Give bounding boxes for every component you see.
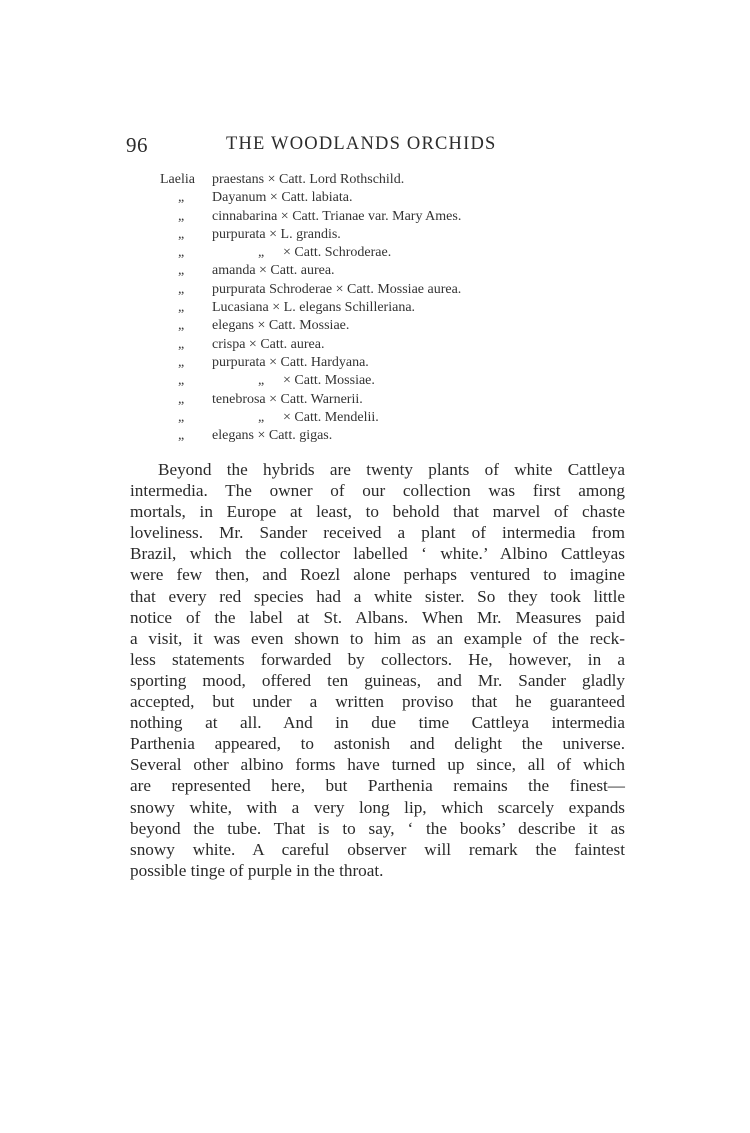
text-line: beyond the tube. That is to say, ‘ the books’ describe it as [130,818,625,838]
hybrid-genus: Laelia [160,172,195,187]
page-number: 96 [126,133,148,157]
hybrid-row [160,409,580,427]
text-line: possible tinge of purple in the throat. [130,860,384,880]
text-line: sporting mood, offered ten guineas, and Mr. Sander gladly [130,670,625,690]
hybrid-cross: Lucasiana × L. elegans Schilleriana. [212,300,416,316]
ditto-mark: „ [178,226,185,242]
hybrid-row [160,336,580,354]
hybrid-row [160,208,580,226]
ditto-mark: „ [178,391,185,407]
text-line: snowy white, with a very long lip, which scarcely expands [130,797,625,817]
ditto-mark: „ [178,208,185,224]
hybrid-row [160,391,580,409]
hybrid-row [160,354,580,372]
text-line: a visit, it was even shown to him as an example of the reck- [130,628,625,648]
hybrid-row [160,244,580,262]
hybrid-row [160,226,580,244]
hybrid-cross: purpurata × L. grandis. [212,226,341,242]
hybrid-row [160,299,580,317]
ditto-mark: „ [178,190,185,206]
hybrid-cross: × Catt. Schroderae. [283,245,392,261]
text-line: mortals, in Europe at least, to behold that marvel of chaste [130,502,625,522]
hybrid-row [160,281,580,299]
ditto-mark: „ [178,318,185,334]
text-line: Parthenia appeared, to astonish and delight the universe. [130,734,625,754]
hybrid-cross: cinnabarina × Catt. Trianae var. Mary Ames. [212,208,462,224]
text-line: less statements forwarded by collectors. He, however, in a [130,649,625,669]
hybrid-cross: purpurata × Catt. Hardyana. [212,354,369,370]
hybrid-cross: amanda × Catt. aurea. [212,263,335,279]
species-ditto-mark: „ [258,373,265,389]
hybrid-cross: × Catt. Mossiae. [283,373,375,389]
hybrid-cross: × Catt. Mendelii. [283,409,379,425]
ditto-mark: „ [178,263,185,279]
hybrid-cross: praestans × Catt. Lord Rothschild. [212,172,405,187]
hybrid-row [160,189,580,207]
hybrid-row [160,262,580,280]
text-line: notice of the label at St. Albans. When Mr. Measures paid [130,607,625,627]
text-line: that every red species had a white sister. So they took little [130,586,625,606]
hybrid-row [160,317,580,335]
hybrid-cross: elegans × Catt. gigas. [212,428,333,444]
text-line: Several other albino forms have turned up since, all of which [130,755,625,775]
hybrid-list [160,171,580,445]
ditto-mark: „ [178,281,185,297]
ditto-mark: „ [178,373,185,389]
ditto-mark: „ [178,336,185,352]
text-line: intermedia. The owner of our collection was first among [130,481,625,501]
ditto-mark: „ [178,300,185,316]
hybrid-cross: Dayanum × Catt. labiata. [212,190,353,206]
species-ditto-mark: „ [258,245,265,261]
body-paragraph [130,459,625,881]
text-line: nothing at all. And in due time Cattleya intermedia [130,713,625,733]
hybrid-cross: elegans × Catt. Mossiae. [212,318,350,334]
text-line: are represented here, but Parthenia remains the finest— [130,776,625,796]
text-line: loveliness. Mr. Sander received a plant of intermedia from [130,523,625,543]
ditto-mark: „ [178,245,185,261]
species-ditto-mark: „ [258,409,265,425]
ditto-mark: „ [178,354,185,370]
text-line: Brazil, which the collector labelled ‘ white.’ Albino Cattleyas [130,544,625,564]
hybrid-cross: purpurata Schroderae × Catt. Mossiae aurea. [212,281,462,297]
running-title: THE WOODLANDS ORCHIDS [226,134,497,154]
hybrid-row [160,427,580,445]
hybrid-row [160,372,580,390]
text-line: snowy white. A careful observer will remark the faintest [130,839,625,859]
hybrid-cross: tenebrosa × Catt. Warnerii. [212,391,363,407]
text-line: were few then, and Roezl alone perhaps ventured to imagine [130,565,625,585]
text-line: accepted, but under a written proviso that he guaranteed [130,692,625,712]
ditto-mark: „ [178,428,185,444]
text-line: Beyond the hybrids are twenty plants of white Cattleya [158,460,625,479]
hybrid-row [160,171,580,189]
ditto-mark: „ [178,409,185,425]
hybrid-cross: crispa × Catt. aurea. [212,336,325,352]
